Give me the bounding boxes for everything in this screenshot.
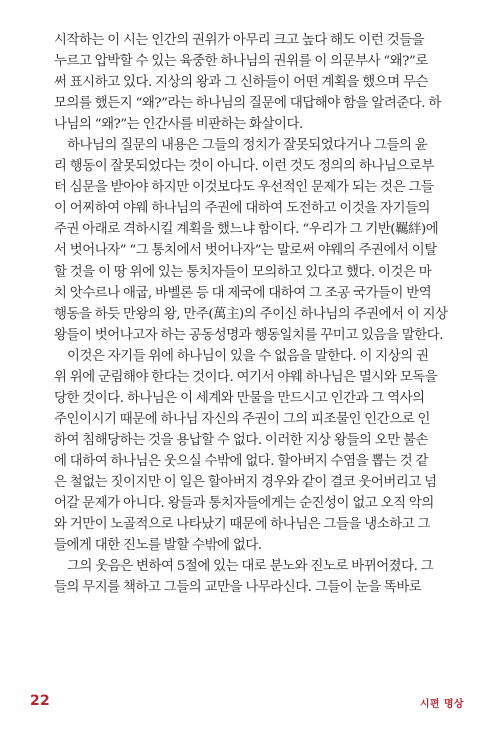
- text-line: 리 행동이 잘못되었다는 것이 아니다. 이런 것도 정의의 하나님으로부: [54, 159, 434, 175]
- text-line: 위 위에 군림해야 한다는 것이다. 여기서 야웨 하나님은 멸시와 모독을: [54, 369, 438, 385]
- text-line: 시작하는 이 시는 인간의 권위가 아무리 크고 높다 해도 이런 것들을: [54, 33, 425, 48]
- text-line: 들의 무지를 책하고 그들의 교만을 나무라신다. 그들이 눈을 똑바로: [54, 580, 422, 596]
- text-line: 나님의 “왜?”는 인간사를 비판하는 화살이다.: [54, 117, 303, 133]
- text-line: 주인이시기 때문에 하나님 자신의 주권이 그의 피조물인 인간으로 인: [54, 411, 431, 427]
- text-line: 에 대하여 하나님은 웃으실 수밖에 없다. 할아버지 수염을 뽑는 것 같: [54, 453, 428, 469]
- text-line: 누르고 압박할 수 있는 육중한 하나님의 권위를 이 의문부사 “왜?”로: [54, 54, 428, 70]
- text-line: 어갈 문제가 아니다. 왕들과 통치자들에게는 순진성이 없고 오직 악의: [54, 496, 434, 512]
- page-number: 22: [30, 693, 51, 709]
- body-text: [54, 30, 454, 598]
- running-footer-title: 시편 명상: [419, 699, 464, 710]
- text-line: 들에게 대한 진노를 발할 수밖에 없다.: [54, 538, 262, 554]
- text-line: 하나님의 질문의 내용은 그들의 정치가 잘못되었다거나 그들의 윤: [67, 138, 428, 154]
- text-line: 행동을 하듯 만왕의 왕, 만주(萬主)의 주이신 하나님의 주권에서 이 지상: [54, 306, 448, 322]
- text-line: 와 거만이 노골적으로 나타났기 때문에 하나님은 그들을 냉소하고 그: [54, 517, 431, 533]
- text-line: 모의를 했든지 “왜?”라는 하나님의 질문에 대답해야 함을 알려준다. 하: [54, 96, 441, 112]
- text-line: 하여 침해당하는 것을 용납할 수 없다. 이러한 지상 왕들의 오만 불손: [54, 432, 428, 448]
- text-line: 주권 아래로 격하시킬 계획을 했느냐 함이다. “우리가 그 기반(羈絆)에: [54, 222, 439, 238]
- text-line: 할 것을 이 땅 위에 있는 통치자들이 모의하고 있다고 했다. 이것은 마: [54, 264, 432, 280]
- text-line: 은 철없는 짓이지만 이 일은 할아버지 경우와 같이 결코 웃어버리고 넘: [54, 474, 437, 490]
- text-line: 이것은 자기들 위에 하나님이 있을 수 없음을 말한다. 이 지상의 권: [67, 348, 429, 364]
- text-line: 치 앗수르나 애굽, 바벨론 등 대 제국에 대하여 그 조공 국가들이 반역: [54, 285, 432, 301]
- text-line: 이 어찌하여 야웨 하나님의 주권에 대하여 도전하고 이것을 자기들의: [54, 201, 431, 217]
- text-line: 그의 웃음은 변하여 5절에 있는 대로 분노와 진노로 바뀌어졌다. 그: [67, 559, 434, 575]
- text-line: 당한 것이다. 하나님은 이 세계와 만물을 만드시고 인간과 그 역사의: [54, 390, 425, 406]
- text-line: 서 벗어나자” “그 통치에서 벗어나자”는 말로써 야웨의 주권에서 이탈: [54, 243, 437, 259]
- text-line: 써 표시하고 있다. 지상의 왕과 그 신하들이 어떤 계획을 했으며 무슨: [54, 75, 428, 91]
- text-line: 왕들이 벗어나고자 하는 공동성명과 행동일치를 꾸미고 있음을 말한다.: [54, 327, 444, 343]
- text-line: 터 심문을 받아야 하지만 이것보다도 우선적인 문제가 되는 것은 그들: [54, 180, 434, 196]
